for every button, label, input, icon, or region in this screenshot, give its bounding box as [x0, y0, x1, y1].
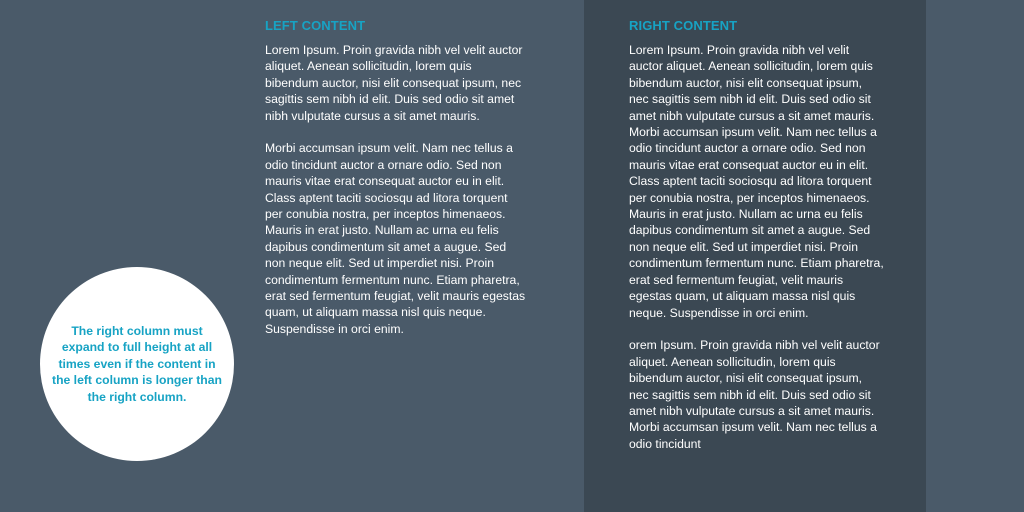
- left-paragraph-1: Lorem Ipsum. Proin gravida nibh vel velit auctor aliquet. Aenean sollicitudin, lorem quis bibendum auctor, nisi elit consequat ipsum, nec sagittis sem nibh id elit. Duis sed odio sit amet nibh vulputate cursus a sit amet mauris.: [265, 43, 523, 123]
- right-content-column: [629, 0, 885, 452]
- right-paragraph-1: Lorem Ipsum. Proin gravida nibh vel velit auctor aliquet. Aenean sollicitudin, lorem quis bibendum auctor, nisi elit consequat ipsum, nec sagittis sem nibh id elit. Duis sed odio sit amet nibh vulputate cursus a sit amet mauris. Morbi accumsan ipsum velit. Nam nec tellus a odio tincidunt auctor a ornare odio. Sed non mauris vitae erat consequat auctor eu in elit. Class aptent taciti sociosqu ad litora torquent per conubia nostra, per inceptos himenaeos. Mauris in erat justo. Nullam ac urna eu felis dapibus condimentum sit amet a augue. Sed non neque elit. Sed ut imperdiet nisi. Proin condimentum fermentum nunc. Etiam pharetra, erat sed fermentum feugiat, velit mauris egestas quam, ut aliquam massa nisl quis neque. Suspendisse in orci enim.: [629, 43, 884, 320]
- left-content-heading: LEFT CONTENT: [265, 18, 366, 33]
- left-content-column: [265, 0, 527, 337]
- right-content-heading: RIGHT CONTENT: [629, 18, 738, 33]
- right-paragraph-2: orem Ipsum. Proin gravida nibh vel velit auctor aliquet. Aenean sollicitudin, lorem quis bibendum auctor, nisi elit consequat ipsum, nec sagittis sem nibh id elit. Duis sed odio sit amet nibh vulputate cursus a sit amet mauris. Morbi accumsan ipsum velit. Nam nec tellus a odio tincidunt: [629, 338, 880, 451]
- annotation-circle: [40, 267, 234, 461]
- left-paragraph-2: Morbi accumsan ipsum velit. Nam nec tellus a odio tincidunt auctor a ornare odio. Sed non mauris vitae erat consequat auctor eu in elit. Class aptent taciti sociosqu ad litora torquent per conubia nostra, per inceptos himenaeos. Mauris in erat justo. Nullam ac urna eu felis dapibus condimentum sit amet a augue. Sed non neque elit. Sed ut imperdiet nisi. Proin condimentum fermentum nunc. Etiam pharetra, erat sed fermentum feugiat, velit mauris egestas quam, ut aliquam massa nisl quis neque. Suspendisse in orci enim.: [265, 141, 526, 336]
- annotation-note: The right column must expand to full height at all times even if the content in the left column is longer than the right column.: [52, 323, 222, 404]
